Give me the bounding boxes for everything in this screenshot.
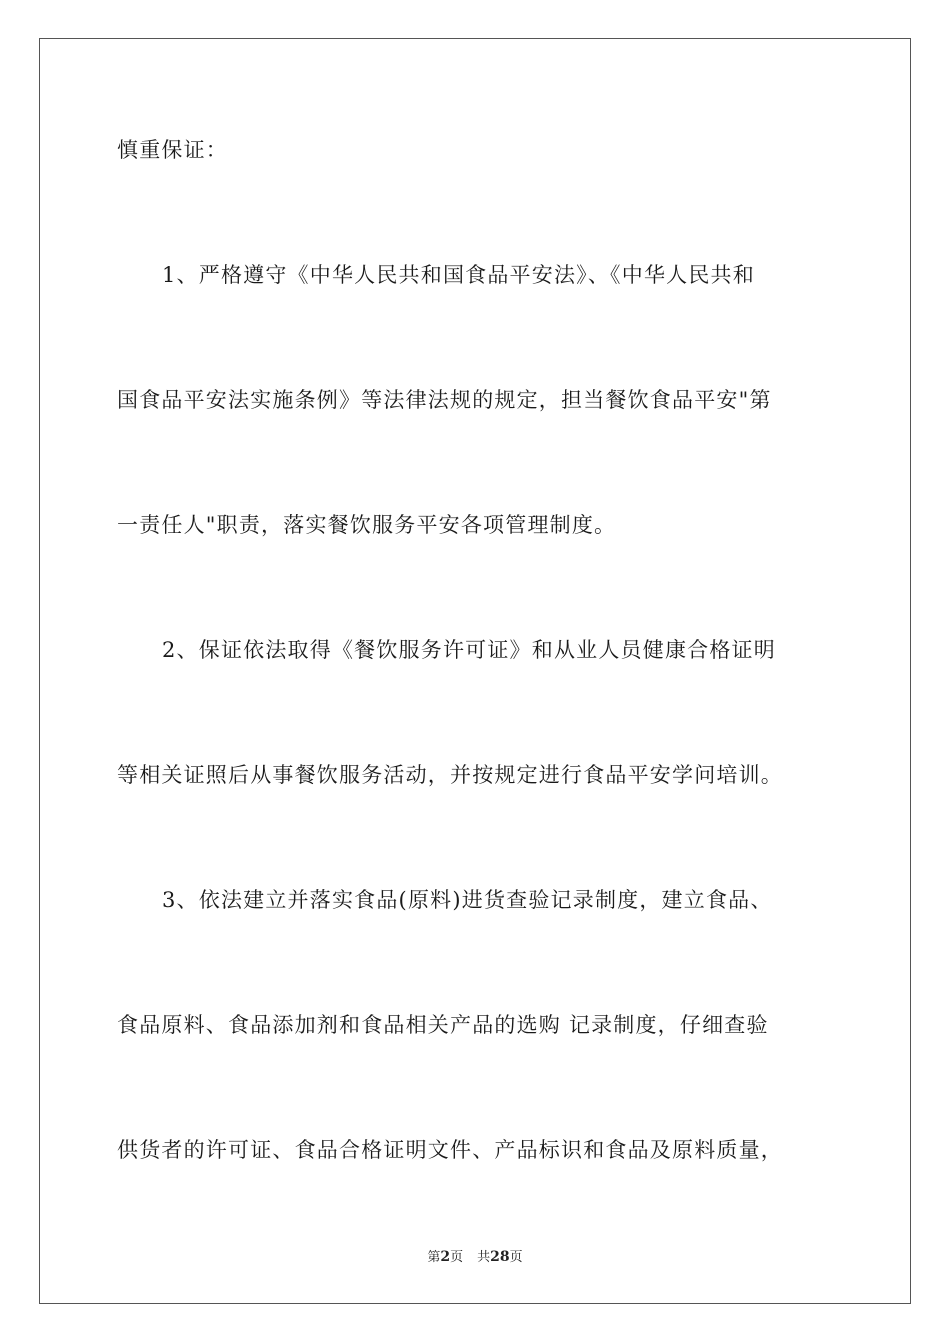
total-prefix: 共 [477, 1250, 491, 1265]
page-footer [0, 1248, 950, 1267]
text-line-5: 2、保证依法取得《餐饮服务许可证》和从业人员健康合格证明 [162, 638, 776, 662]
text-line-1: 慎重保证： [117, 138, 228, 162]
text-line-3: 国食品平安法实施条例》等法律法规的规定，担当餐饮食品平安"第 [117, 388, 772, 412]
page-prefix: 第 [427, 1250, 441, 1265]
text-line-8: 食品原料、食品添加剂和食品相关产品的选购 记录制度，仔细查验 [117, 1013, 769, 1037]
page-number: 2 [440, 1249, 451, 1265]
total-pages: 28 [490, 1249, 510, 1265]
total-unit: 页 [509, 1250, 523, 1265]
page-border [39, 38, 911, 1304]
text-line-7: 3、依法建立并落实食品(原料)进货查验记录制度，建立食品、 [162, 888, 773, 912]
text-line-2: 1、严格遵守《中华人民共和国食品平安法》、《中华人民共和 [162, 263, 755, 287]
text-line-4: 一责任人"职责，落实餐饮服务平安各项管理制度。 [117, 513, 617, 537]
page-unit: 页 [450, 1250, 464, 1265]
text-line-9: 供货者的许可证、食品合格证明文件、产品标识和食品及原料质量， [117, 1138, 783, 1162]
text-line-6: 等相关证照后从事餐饮服务活动，并按规定进行食品平安学问培训。 [117, 763, 783, 787]
